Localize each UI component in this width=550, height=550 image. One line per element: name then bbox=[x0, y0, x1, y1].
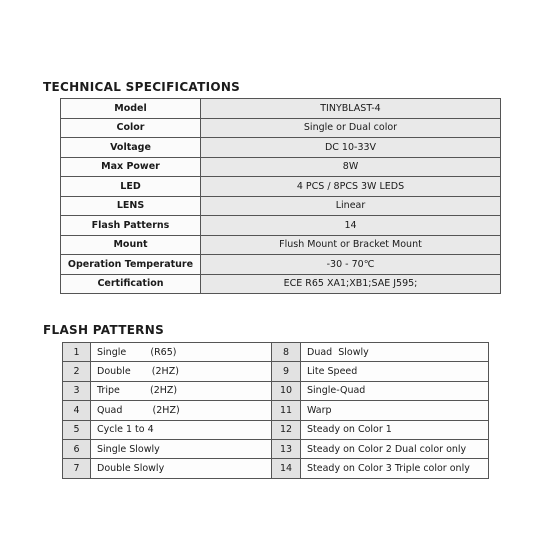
pattern-description: Double Slowly bbox=[91, 459, 272, 478]
spec-label: Model bbox=[61, 99, 201, 119]
spec-label: Mount bbox=[61, 235, 201, 255]
pattern-number: 12 bbox=[272, 420, 301, 439]
table-row bbox=[63, 439, 489, 458]
pattern-number: 14 bbox=[272, 459, 301, 478]
pattern-description: Steady on Color 1 bbox=[301, 420, 489, 439]
table-row bbox=[61, 196, 501, 216]
spec-value: Single or Dual color bbox=[201, 118, 501, 138]
pattern-description: Single Slowly bbox=[91, 439, 272, 458]
pattern-number: 3 bbox=[63, 381, 91, 400]
spec-value: 8W bbox=[201, 157, 501, 177]
spec-label: Max Power bbox=[61, 157, 201, 177]
table-row bbox=[61, 138, 501, 158]
pattern-description: Double (2HZ) bbox=[91, 362, 272, 381]
pattern-number: 8 bbox=[272, 343, 301, 362]
pattern-number: 4 bbox=[63, 401, 91, 420]
pattern-number: 7 bbox=[63, 459, 91, 478]
spec-label: Operation Temperature bbox=[61, 255, 201, 275]
pattern-description: Steady on Color 3 Triple color only bbox=[301, 459, 489, 478]
spec-value: Flush Mount or Bracket Mount bbox=[201, 235, 501, 255]
table-row bbox=[61, 216, 501, 236]
pattern-description: Lite Speed bbox=[301, 362, 489, 381]
spec-label: Certification bbox=[61, 274, 201, 294]
pattern-number: 1 bbox=[63, 343, 91, 362]
pattern-number: 5 bbox=[63, 420, 91, 439]
spec-label: Flash Patterns bbox=[61, 216, 201, 236]
table-row bbox=[61, 118, 501, 138]
spec-value: DC 10-33V bbox=[201, 138, 501, 158]
spec-value: ECE R65 XA1;XB1;SAE J595; bbox=[201, 274, 501, 294]
table-row bbox=[63, 401, 489, 420]
pattern-description: Single-Quad bbox=[301, 381, 489, 400]
spec-value: Linear bbox=[201, 196, 501, 216]
table-row bbox=[61, 274, 501, 294]
pattern-description: Quad (2HZ) bbox=[91, 401, 272, 420]
table-row bbox=[63, 459, 489, 478]
spec-label: LENS bbox=[61, 196, 201, 216]
pattern-number: 9 bbox=[272, 362, 301, 381]
pattern-number: 13 bbox=[272, 439, 301, 458]
pattern-description: Warp bbox=[301, 401, 489, 420]
spec-label: LED bbox=[61, 177, 201, 197]
spec-value: -30 - 70℃ bbox=[201, 255, 501, 275]
table-row bbox=[61, 255, 501, 275]
pattern-number: 11 bbox=[272, 401, 301, 420]
spec-label: Color bbox=[61, 118, 201, 138]
table-row bbox=[61, 99, 501, 119]
pattern-description: Duad Slowly bbox=[301, 343, 489, 362]
spec-value: 14 bbox=[201, 216, 501, 236]
technical-specifications-heading: TECHNICAL SPECIFICATIONS bbox=[43, 80, 241, 94]
table-row bbox=[61, 177, 501, 197]
pattern-description: Cycle 1 to 4 bbox=[91, 420, 272, 439]
pattern-number: 2 bbox=[63, 362, 91, 381]
table-row bbox=[61, 157, 501, 177]
pattern-number: 6 bbox=[63, 439, 91, 458]
flash-patterns-table bbox=[62, 342, 489, 479]
spec-value: TINYBLAST-4 bbox=[201, 99, 501, 119]
spec-label: Voltage bbox=[61, 138, 201, 158]
table-row bbox=[61, 235, 501, 255]
flash-patterns-heading: FLASH PATTERNS bbox=[43, 323, 165, 337]
table-row bbox=[63, 381, 489, 400]
pattern-description: Tripe (2HZ) bbox=[91, 381, 272, 400]
specifications-table bbox=[60, 98, 501, 294]
spec-value: 4 PCS / 8PCS 3W LEDS bbox=[201, 177, 501, 197]
pattern-number: 10 bbox=[272, 381, 301, 400]
table-row bbox=[63, 362, 489, 381]
pattern-description: Single (R65) bbox=[91, 343, 272, 362]
pattern-description: Steady on Color 2 Dual color only bbox=[301, 439, 489, 458]
table-row bbox=[63, 420, 489, 439]
table-row bbox=[63, 343, 489, 362]
